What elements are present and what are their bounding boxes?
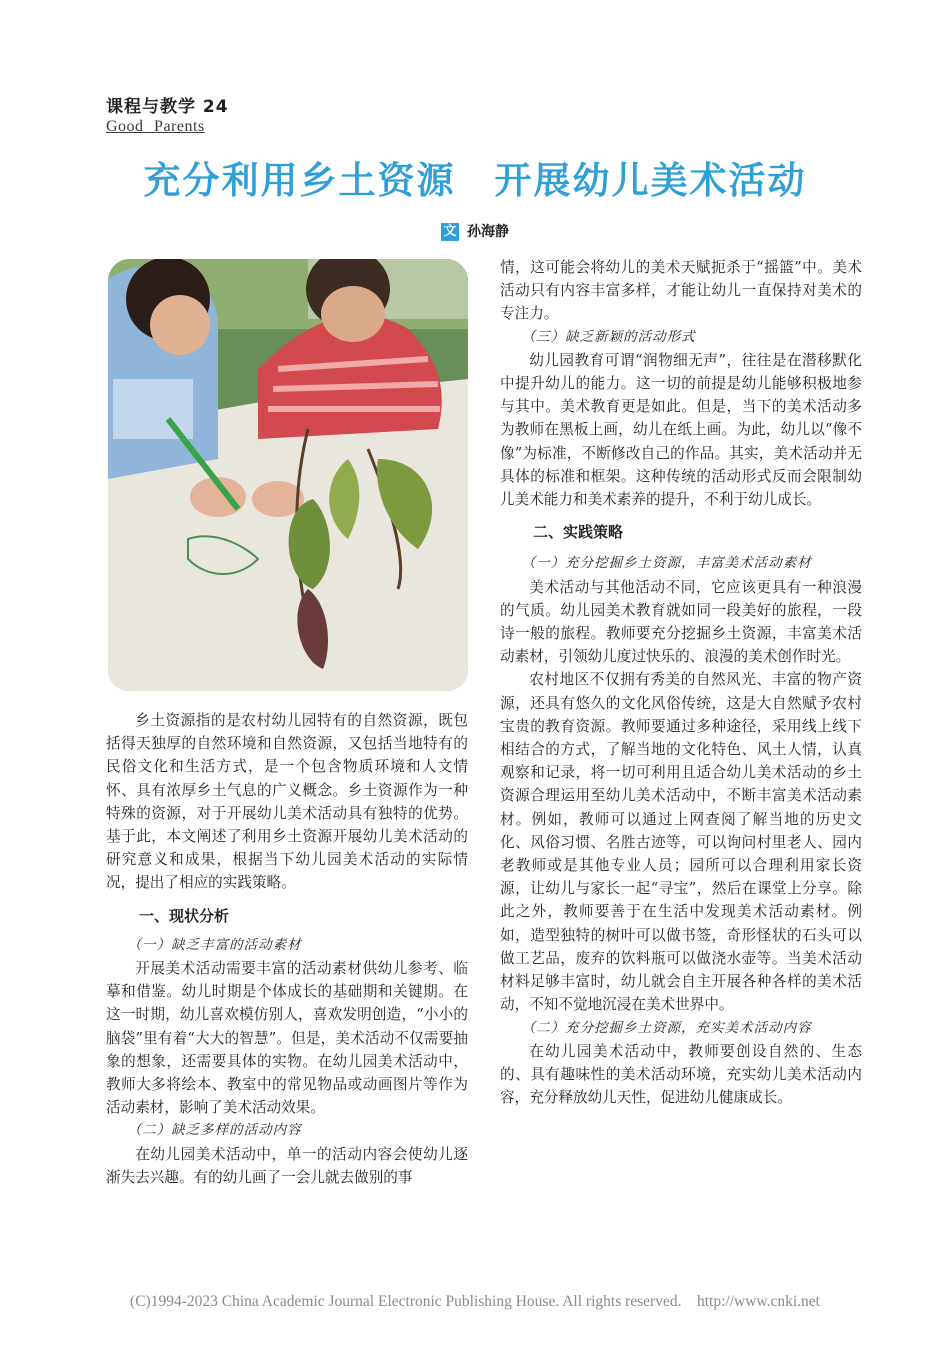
paragraph-materials: 开展美术活动需要丰富的活动素材供幼儿参考、临摹和借鉴。幼儿时期是个体成长的基础期和关键期。在这一时期，幼儿喜欢模仿别人，喜欢发明创造，“小小的脑袋”里有着“大大的智慧”。但是，美术活动不仅需要抽象的想象，还需要具体的实物。在幼儿园美术活动中，教师大多将绘本、教室中的常见物品或动画图片等作为活动素材，影响了美术活动效果。: [106, 960, 468, 1117]
children-drawing-photo: [108, 259, 468, 691]
subheading-materials: （一）缺乏丰富的活动素材: [127, 936, 302, 953]
left-column: [106, 709, 468, 1189]
paragraph-enrich-materials-2: 农村地区不仅拥有秀美的自然风光、丰富的物产资源，还具有悠久的文化风俗传统，这是大自然赋予农村宝贵的教育资源。教师要通过多种途径，采用线上线下相结合的方式，了解当地的文化特色、风土人情，认真观察和记录，将一切可利用且适合幼儿美术活动的乡土资源合理运用至幼儿美术活动中，不断丰富美术活动素材。例如，教师可以通过上网查阅了解当地的历史文化、风俗习惯、名胜古迹等，可以询问村里老人、园内老教师或是其他专业人员；园所可以合理利用家长资源，让幼儿与家长一起“寻宝”，然后在课堂上分享。除此之外，教师要善于在生活中发现美术活动素材。例如，造型独特的树叶可以做书签，奇形怪状的石头可以做工艺品，废弃的饮料瓶可以做浇水壶等。当美术活动材料足够丰富时，幼儿就会自主开展各种各样的美术活动，不知不觉地沉浸在美术世界中。: [500, 671, 862, 1014]
author-name: 孙海静: [467, 224, 509, 240]
paragraph-forms: 幼儿园教育可谓“润物细无声”，往往是在潜移默化中提升幼儿的能力。这一切的前提是幼儿能够积极地参与其中。美术教育更是如此。但是，当下的美术活动多为教师在黑板上画，幼儿在纸上画。为此，幼儿以“像不像”为标准，不断修改自己的作品。其实，美术活动并无具体的标准和框架。这种传统的活动形式反而会限制幼儿美术能力和美术素养的提升，不利于幼儿成长。: [500, 351, 862, 509]
intro-paragraph: 乡土资源指的是农村幼儿园特有的自然资源，既包括得天独厚的自然环境和自然资源，又包括当地特有的民俗文化和生活方式，是一个包含物质环境和人文情怀、具有浓厚乡土气息的广义概念。乡土资源作为一种特殊的资源，对于开展幼儿美术活动具有独特的优势。基于此，本文阐述了利用乡土资源开展幼儿美术活动的研究意义和成果，根据当下幼儿园美术活动的实际情况，提出了相应的实践策略。: [106, 712, 468, 892]
footer: [0, 1293, 950, 1311]
section-heading-status: 一、现状分析: [139, 906, 230, 925]
author-line: [0, 221, 950, 241]
author-badge: 文: [441, 223, 459, 241]
paragraph-enrich-materials-1: 美术活动与其他活动不同，它应该更具有一种浪漫的气质。幼儿园美术教育就如同一段美好的旅程，一段诗一般的旅程。教师要充分挖掘乡土资源，丰富美术活动素材，引领幼儿度过快乐的、浪漫的美术创作时光。: [500, 578, 862, 666]
subheading-forms: （三）缺乏新颖的活动形式: [521, 328, 696, 345]
section-heading-strategy: 二、实践策略: [533, 523, 624, 542]
subheading-enrich-materials: （一）充分挖掘乡土资源，丰富美术活动素材: [521, 555, 812, 572]
right-column: [500, 256, 862, 1109]
article-title: 充分利用乡土资源 开展幼儿美术活动: [143, 159, 807, 202]
copyright-text: (C)1994-2023 China Academic Journal Electronic Publishing House. All rights reserved.: [130, 1293, 682, 1310]
article-photo: [108, 259, 468, 691]
magazine-name: Good Parents: [106, 118, 205, 135]
paragraph-content: 在幼儿园美术活动中，单一的活动内容会使幼儿逐渐失去兴趣。有的幼儿画了一会儿就去做别的事: [106, 1145, 468, 1186]
paragraph-enrich-content: 在幼儿园美术活动中，教师要创设自然的、生态的、具有趣味性的美术活动环境，充实幼儿美术活动内容，充分释放幼儿天性，促进幼儿健康成长。: [500, 1042, 862, 1107]
footer-url[interactable]: http://www.cnki.net: [696, 1293, 820, 1310]
column-label: 课程与教学 24: [106, 97, 229, 117]
subheading-content: （二）缺乏多样的活动内容: [127, 1122, 302, 1139]
subheading-enrich-content: （二）充分挖掘乡土资源，充实美术活动内容: [521, 1019, 812, 1036]
paragraph-continued: 情，这可能会将幼儿的美术天赋扼杀于“摇篮”中。美术活动只有内容丰富多样，才能让幼儿一直保持对美术的专注力。: [500, 259, 862, 323]
